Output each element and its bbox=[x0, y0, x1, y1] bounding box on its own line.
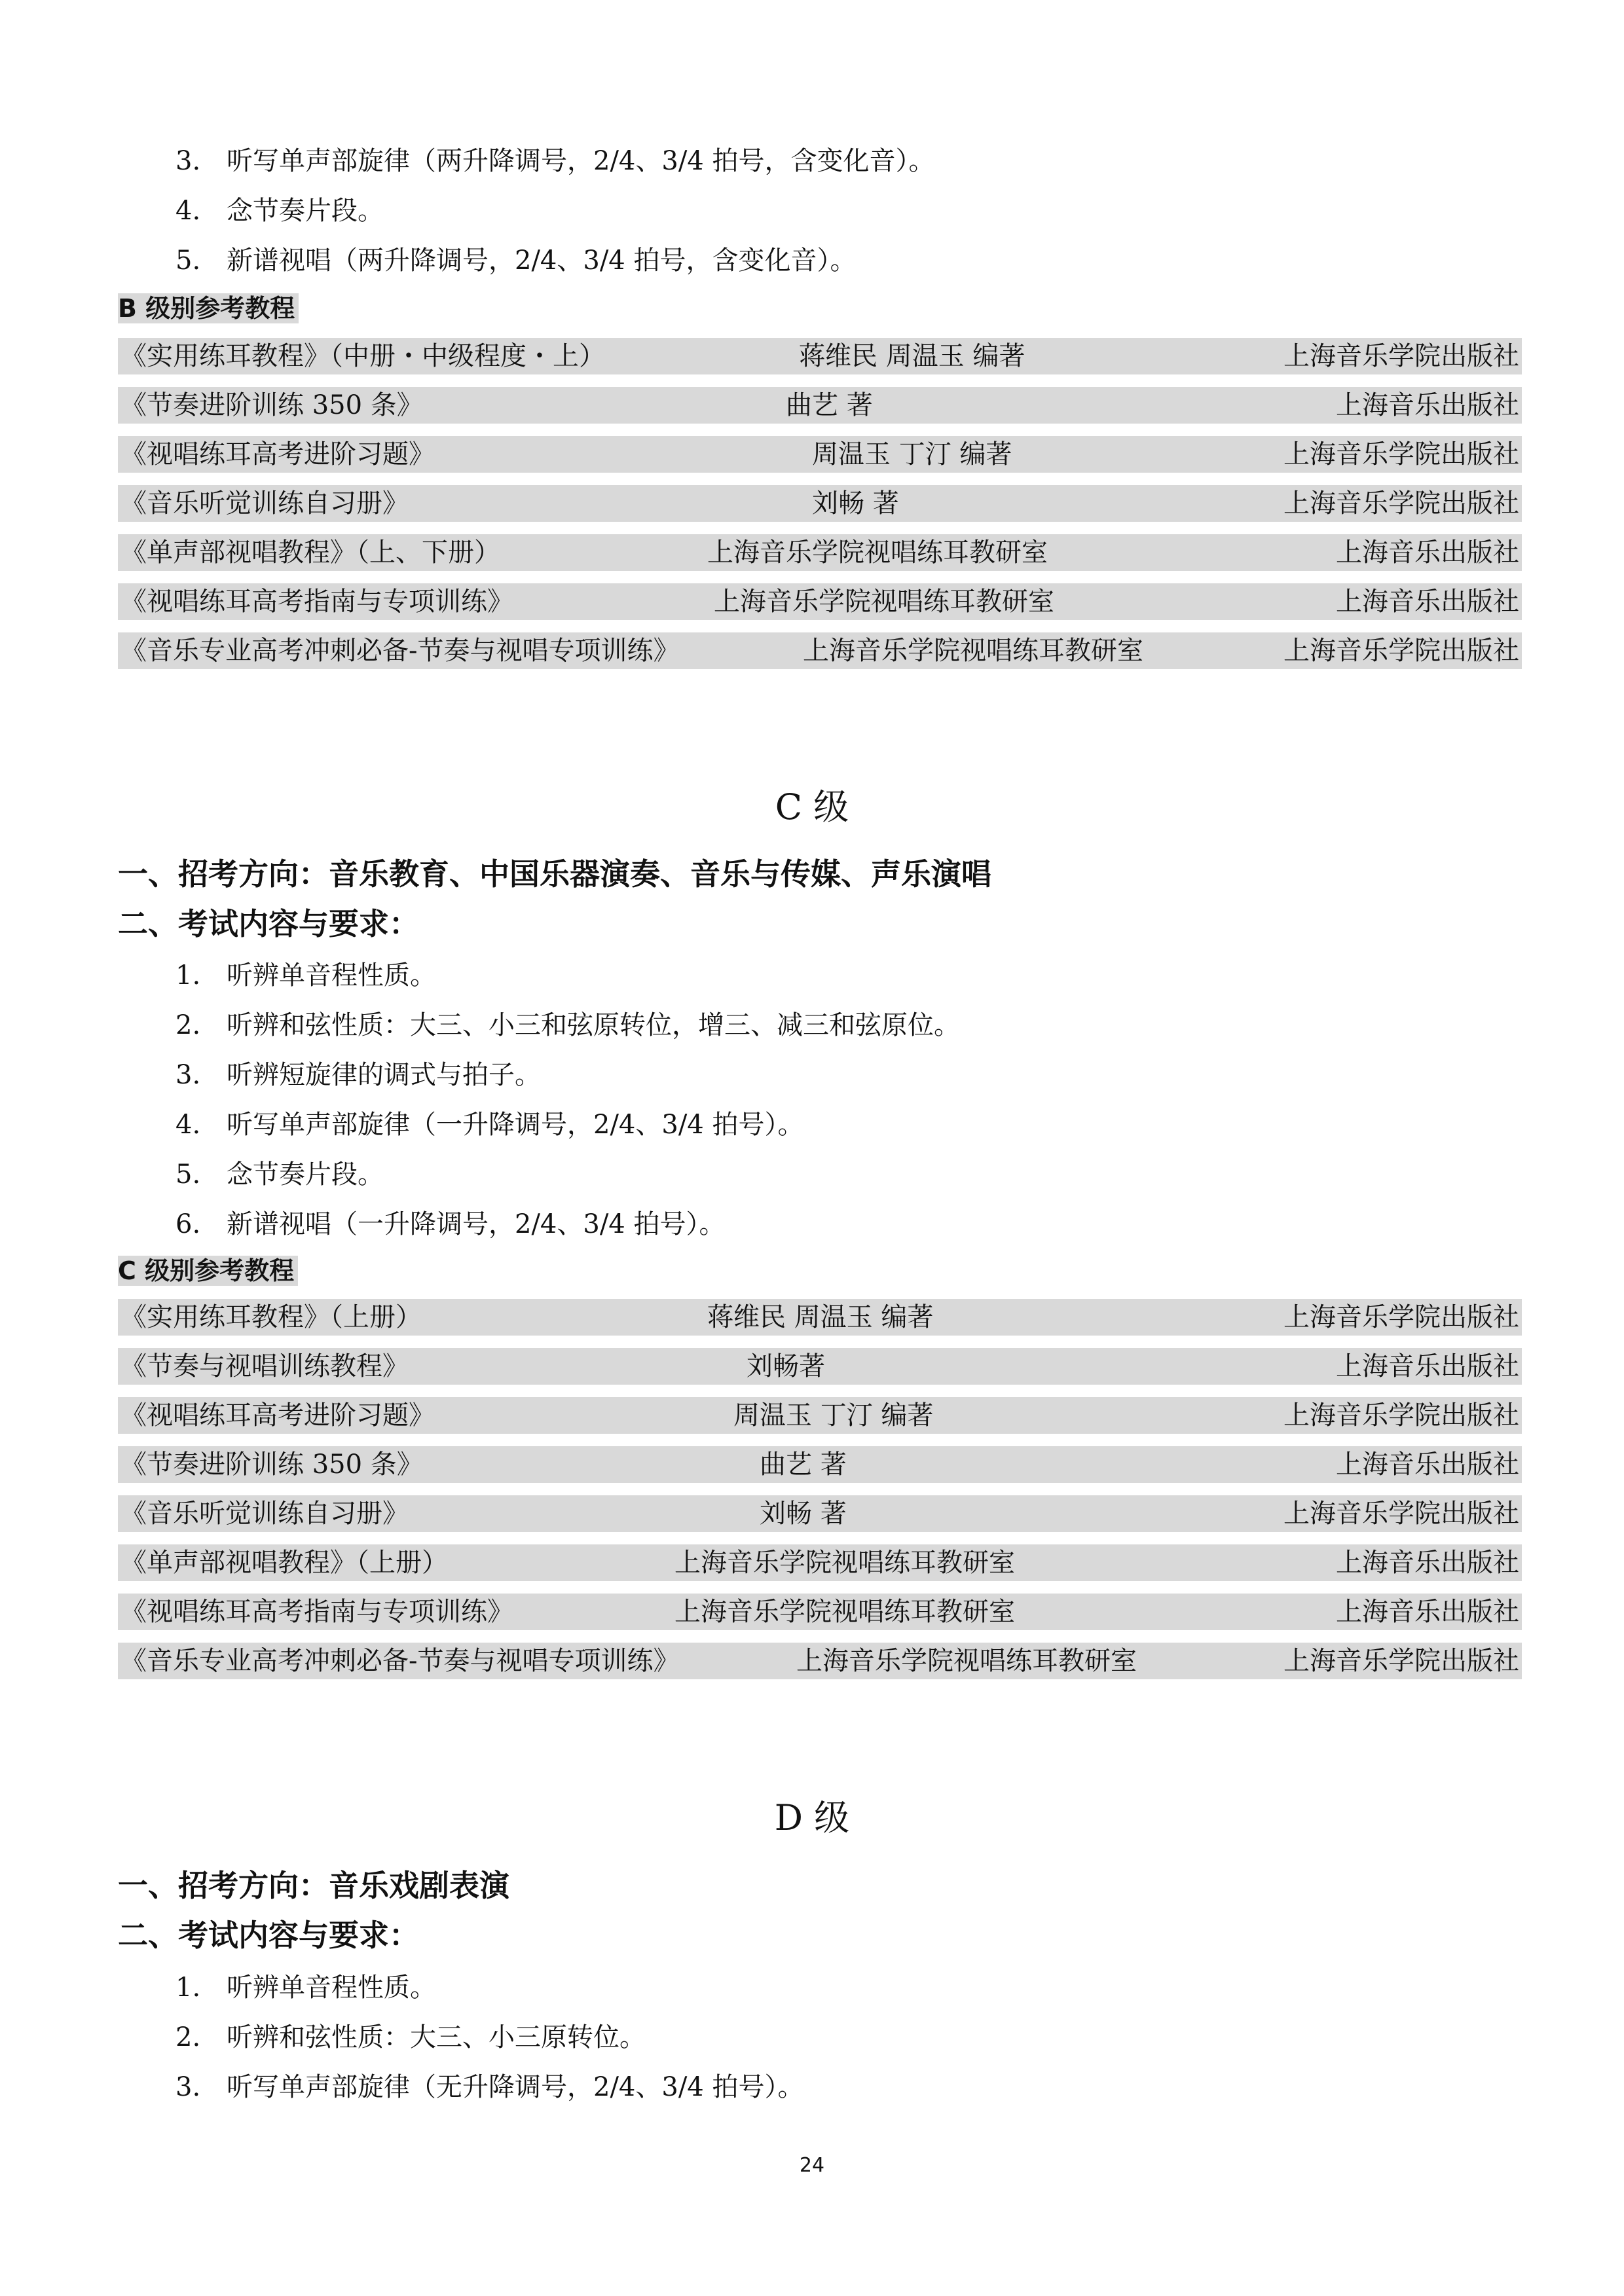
b-ref-row bbox=[118, 436, 1522, 473]
b-ref-row bbox=[118, 485, 1522, 522]
b-ref-title: B 级别参考教程 bbox=[118, 293, 299, 323]
ref-author: 周温玉 丁汀 编著 bbox=[812, 439, 1012, 469]
c-item: 3. 听辨短旋律的调式与拍子。 bbox=[175, 1060, 541, 1090]
ref-publisher: 上海音乐出版社 bbox=[1336, 1597, 1519, 1627]
page-number: 24 bbox=[799, 2154, 825, 2177]
ref-author: 周温玉 丁汀 编著 bbox=[733, 1400, 934, 1430]
ref-author: 曲艺 著 bbox=[786, 390, 873, 420]
b-ref-row bbox=[118, 583, 1522, 620]
ref-publisher: 上海音乐学院出版社 bbox=[1283, 439, 1519, 469]
d-direction: 一、招考方向：音乐戏剧表演 bbox=[118, 1868, 509, 1903]
ref-publisher: 上海音乐学院出版社 bbox=[1283, 636, 1519, 666]
d-item: 3. 听写单声部旋律（无升降调号，2/4、3/4 拍号）。 bbox=[175, 2072, 804, 2102]
ref-book-title: 《音乐专业高考冲刺必备-节奏与视唱专项训练》 bbox=[120, 1646, 680, 1676]
ref-author: 曲艺 著 bbox=[760, 1449, 847, 1480]
b-ref-row bbox=[118, 338, 1522, 374]
ref-book-title: 《实用练耳教程》（上册） bbox=[120, 1302, 422, 1332]
c-ref-row bbox=[118, 1544, 1522, 1581]
c-requirements-label: 二、考试内容与要求： bbox=[118, 906, 419, 941]
ref-author: 蒋维民 周温玉 编著 bbox=[799, 341, 1025, 371]
ref-publisher: 上海音乐学院出版社 bbox=[1283, 1400, 1519, 1430]
b-ref-row bbox=[118, 387, 1522, 424]
ref-author: 上海音乐学院视唱练耳教研室 bbox=[674, 1597, 1015, 1627]
ref-author: 蒋维民 周温玉 编著 bbox=[707, 1302, 934, 1332]
c-ref-title: C 级别参考教程 bbox=[118, 1256, 298, 1286]
c-item: 1. 听辨单音程性质。 bbox=[175, 960, 436, 991]
b-ref-row bbox=[118, 534, 1522, 571]
ref-author: 上海音乐学院视唱练耳教研室 bbox=[674, 1548, 1015, 1578]
c-ref-row bbox=[118, 1348, 1522, 1385]
ref-book-title: 《节奏进阶训练 350 条》 bbox=[120, 390, 423, 420]
ref-book-title: 《节奏进阶训练 350 条》 bbox=[120, 1449, 423, 1480]
c-ref-row bbox=[118, 1594, 1522, 1630]
ref-book-title: 《单声部视唱教程》（上、下册） bbox=[120, 538, 500, 568]
ref-book-title: 《视唱练耳高考指南与专项训练》 bbox=[120, 587, 513, 617]
ref-author: 刘畅 著 bbox=[812, 488, 899, 519]
c-ref-row bbox=[118, 1397, 1522, 1434]
ref-publisher: 上海音乐出版社 bbox=[1336, 538, 1519, 568]
ref-book-title: 《视唱练耳高考指南与专项训练》 bbox=[120, 1597, 513, 1627]
b-ref-row bbox=[118, 632, 1522, 669]
ref-publisher: 上海音乐出版社 bbox=[1336, 587, 1519, 617]
c-level-title: C 级 bbox=[775, 786, 849, 828]
c-ref-row bbox=[118, 1495, 1522, 1532]
ref-book-title: 《音乐听觉训练自习册》 bbox=[120, 488, 409, 519]
ref-book-title: 《实用练耳教程》（中册・中级程度・上） bbox=[120, 341, 605, 371]
c-ref-row bbox=[118, 1299, 1522, 1336]
c-ref-row bbox=[118, 1643, 1522, 1679]
ref-author: 上海音乐学院视唱练耳教研室 bbox=[803, 636, 1143, 666]
d-item: 1. 听辨单音程性质。 bbox=[175, 1973, 436, 2003]
ref-book-title: 《节奏与视唱训练教程》 bbox=[120, 1351, 409, 1381]
c-item: 2. 听辨和弦性质：大三、小三和弦原转位，增三、减三和弦原位。 bbox=[175, 1010, 960, 1040]
ref-book-title: 《视唱练耳高考进阶习题》 bbox=[120, 439, 435, 469]
c-direction: 一、招考方向：音乐教育、中国乐器演奏、音乐与传媒、声乐演唱 bbox=[118, 856, 991, 892]
ref-publisher: 上海音乐出版社 bbox=[1336, 1351, 1519, 1381]
d-level-title: D 级 bbox=[774, 1797, 850, 1838]
c-ref-row bbox=[118, 1446, 1522, 1483]
ref-publisher: 上海音乐出版社 bbox=[1336, 1548, 1519, 1578]
ref-publisher: 上海音乐学院出版社 bbox=[1283, 1499, 1519, 1529]
ref-author: 刘畅著 bbox=[747, 1351, 825, 1381]
b-item-5: 5. 新谱视唱（两升降调号，2/4、3/4 拍号，含变化音）。 bbox=[175, 246, 857, 276]
c-item: 6. 新谱视唱（一升降调号，2/4、3/4 拍号）。 bbox=[175, 1209, 726, 1239]
ref-publisher: 上海音乐出版社 bbox=[1336, 1449, 1519, 1480]
ref-book-title: 《音乐专业高考冲刺必备-节奏与视唱专项训练》 bbox=[120, 636, 680, 666]
ref-author: 刘畅 著 bbox=[760, 1499, 847, 1529]
ref-author: 上海音乐学院视唱练耳教研室 bbox=[796, 1646, 1137, 1676]
b-item-3: 3. 听写单声部旋律（两升降调号，2/4、3/4 拍号，含变化音）。 bbox=[175, 146, 935, 176]
b-item-4: 4. 念节奏片段。 bbox=[175, 196, 384, 226]
ref-book-title: 《音乐听觉训练自习册》 bbox=[120, 1499, 409, 1529]
c-item: 4. 听写单声部旋律（一升降调号，2/4、3/4 拍号）。 bbox=[175, 1110, 804, 1140]
ref-publisher: 上海音乐学院出版社 bbox=[1283, 341, 1519, 371]
ref-book-title: 《单声部视唱教程》（上册） bbox=[120, 1548, 448, 1578]
c-item: 5. 念节奏片段。 bbox=[175, 1159, 384, 1190]
d-item: 2. 听辨和弦性质：大三、小三原转位。 bbox=[175, 2022, 646, 2052]
ref-publisher: 上海音乐出版社 bbox=[1336, 390, 1519, 420]
ref-book-title: 《视唱练耳高考进阶习题》 bbox=[120, 1400, 435, 1430]
ref-author: 上海音乐学院视唱练耳教研室 bbox=[707, 538, 1048, 568]
ref-publisher: 上海音乐学院出版社 bbox=[1283, 1646, 1519, 1676]
ref-author: 上海音乐学院视唱练耳教研室 bbox=[714, 587, 1054, 617]
d-requirements-label: 二、考试内容与要求： bbox=[118, 1918, 419, 1953]
ref-publisher: 上海音乐学院出版社 bbox=[1283, 1302, 1519, 1332]
ref-publisher: 上海音乐学院出版社 bbox=[1283, 488, 1519, 519]
